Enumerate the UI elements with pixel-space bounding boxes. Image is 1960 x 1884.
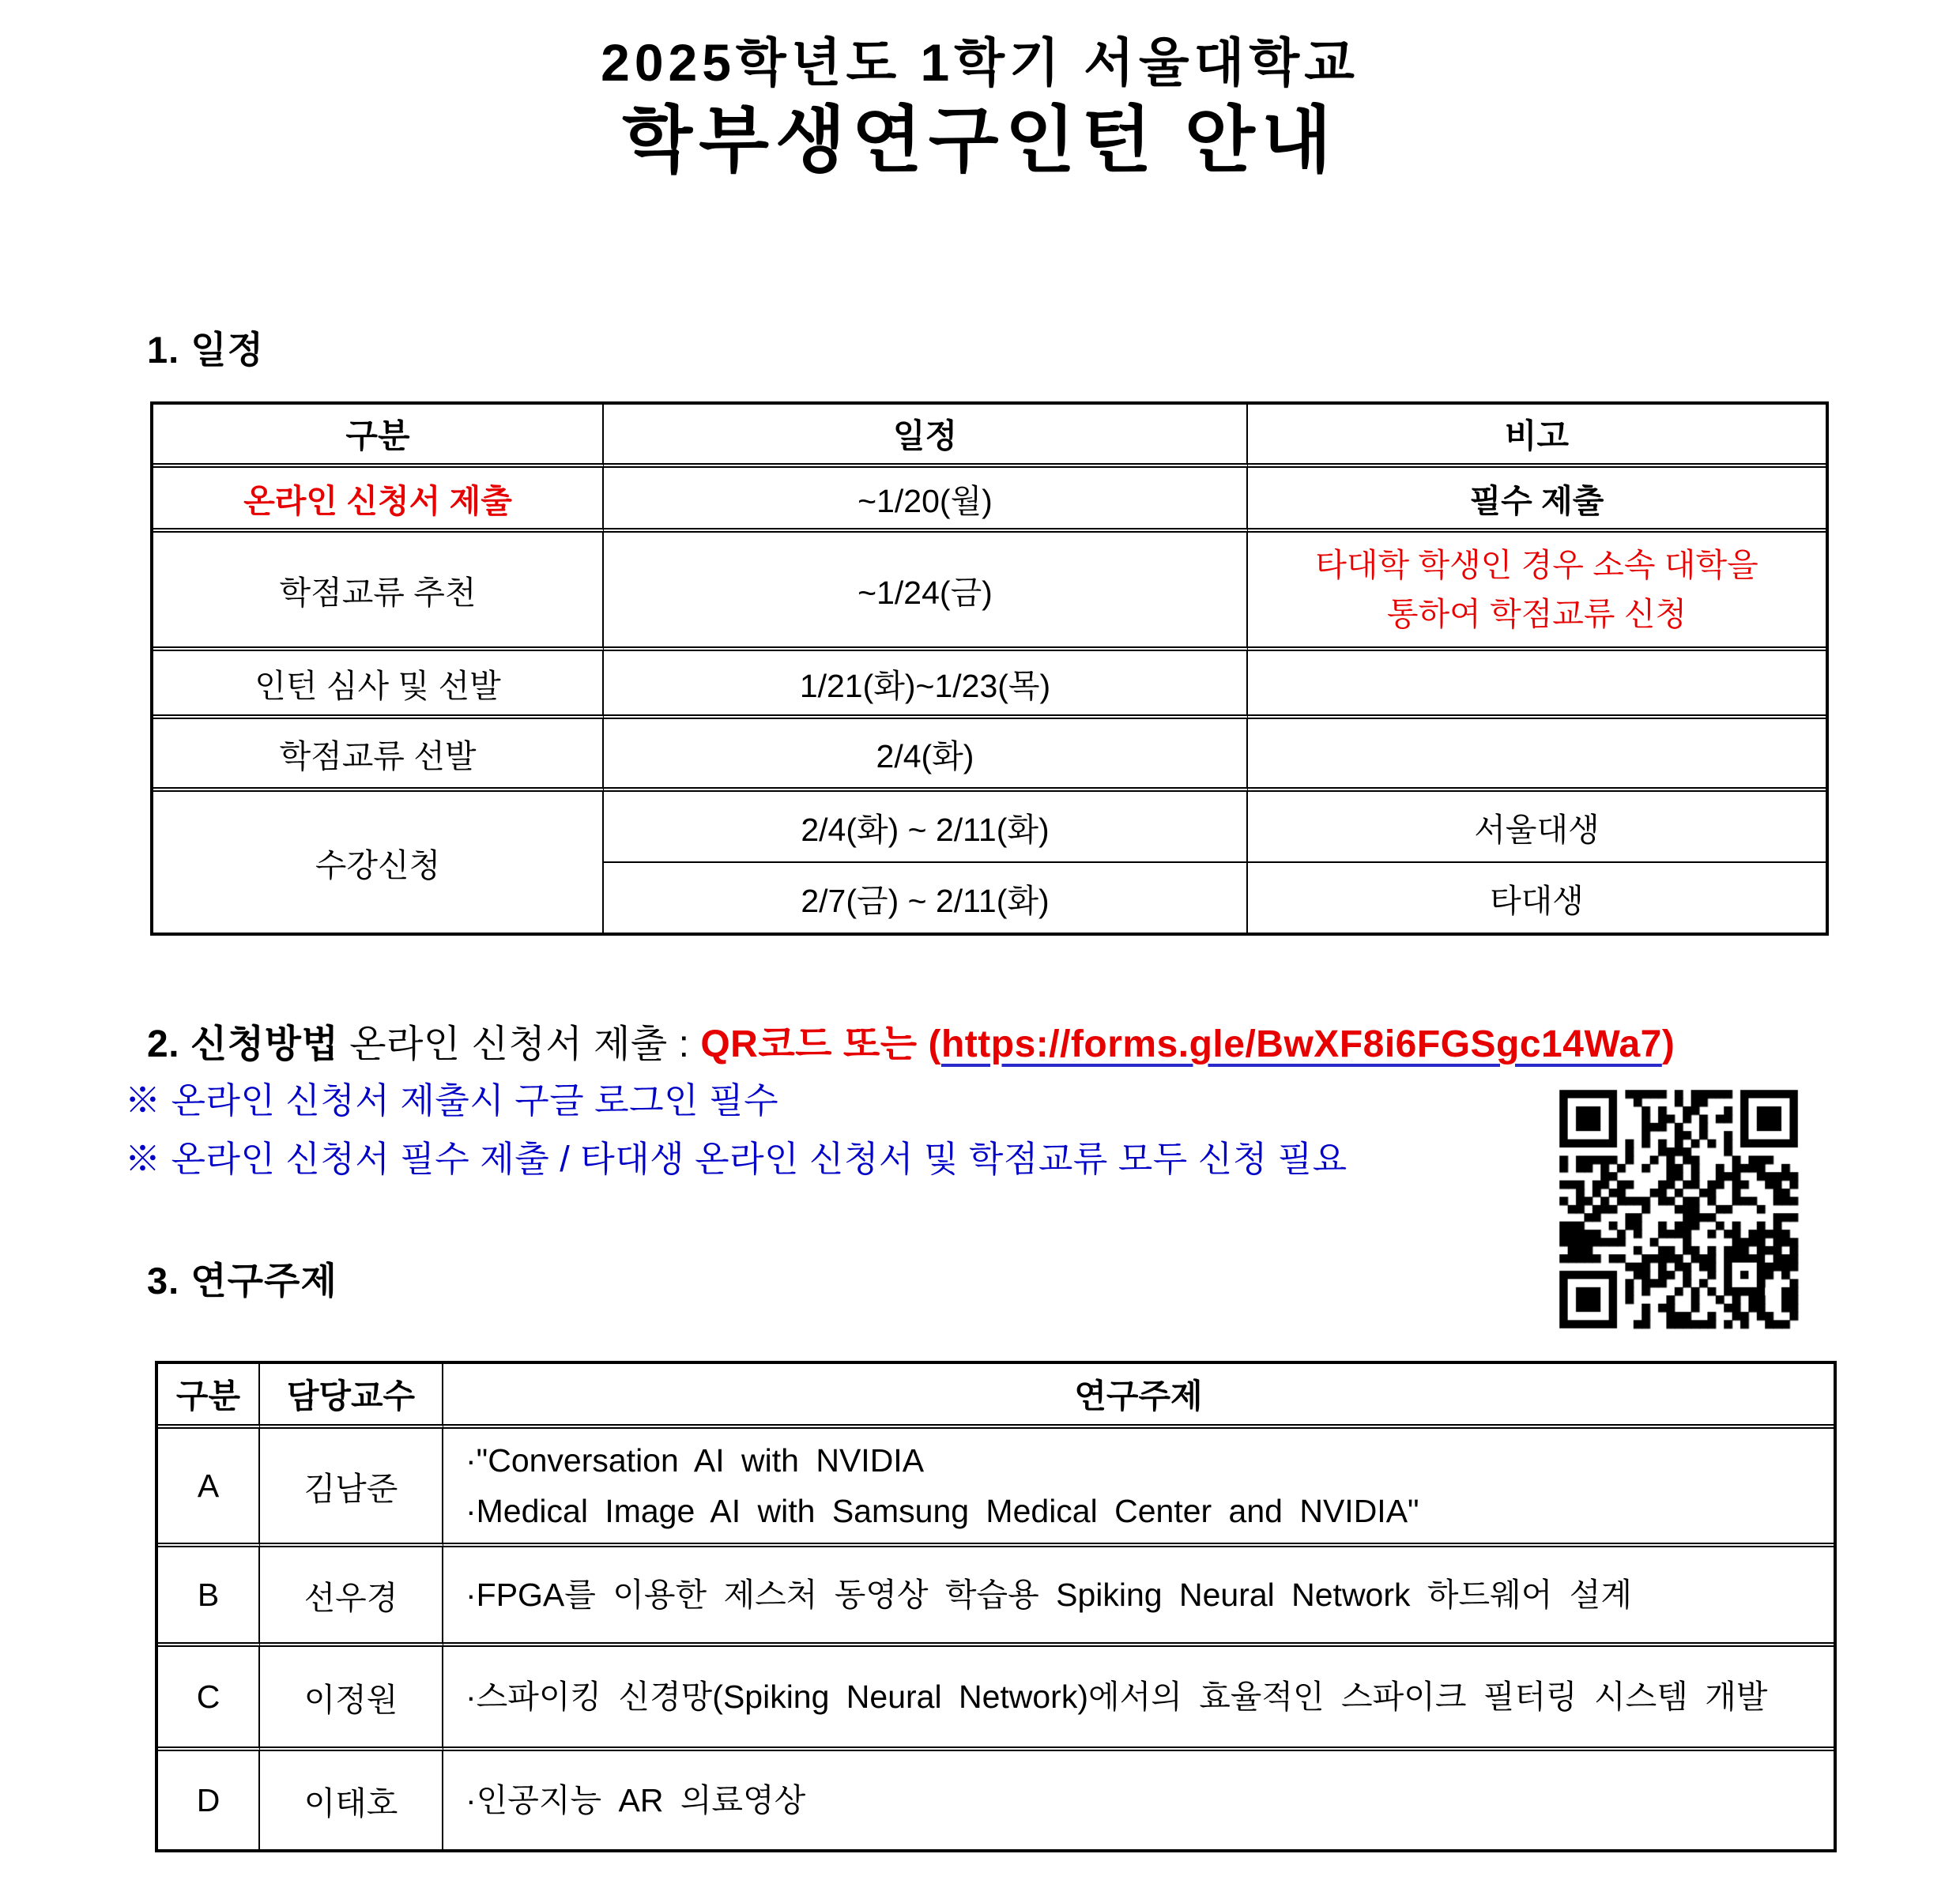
table-row <box>153 468 1826 533</box>
course-registration-cell: 수강신청 <box>153 792 604 933</box>
group-a-cell: A <box>158 1429 260 1547</box>
course-registration-date-snu: 2/4(화) ~ 2/11(화) <box>604 792 1248 863</box>
group-d-cell: D <box>158 1751 260 1849</box>
table-row <box>158 1429 1834 1547</box>
table-row <box>158 1547 1834 1647</box>
topic-line: ·인공지능 AR 의료영상 <box>466 1782 806 1818</box>
table-row <box>153 533 1826 651</box>
topic-a-cell <box>443 1429 1834 1547</box>
qr-or-label: QR코드 또는 <box>700 1023 929 1065</box>
schedule-header-remark: 비고 <box>1248 405 1826 468</box>
credit-exchange-select-remark <box>1248 719 1826 792</box>
course-registration-date-other: 2/7(금) ~ 2/11(화) <box>604 863 1248 933</box>
paren-close: ) <box>1661 1023 1675 1065</box>
topics-header-topic: 연구주제 <box>443 1364 1834 1429</box>
course-registration-remark-other: 타대생 <box>1490 882 1584 919</box>
topic-c-cell <box>443 1647 1834 1751</box>
credit-exchange-select-cell: 학점교류 선발 <box>153 719 604 792</box>
credit-exchange-select-date: 2/4(화) <box>604 719 1248 792</box>
schedule-header-row <box>153 405 1826 468</box>
qr-code <box>1555 1086 1802 1332</box>
section2-heading-line <box>147 1013 1675 1068</box>
professor-d-cell: 이태호 <box>260 1751 443 1849</box>
topics-header-professor: 담당교수 <box>260 1364 443 1429</box>
paren-open: ( <box>928 1023 941 1065</box>
topics-header-row <box>158 1364 1834 1429</box>
topic-b-cell <box>443 1547 1834 1647</box>
credit-exchange-recommend-cell: 학점교류 추천 <box>153 533 604 651</box>
topic-line: ·FPGA를 이용한 제스처 동영상 학습용 Spiking Neural Network 하드웨어 설계 <box>466 1577 1632 1613</box>
table-row <box>158 1647 1834 1751</box>
schedule-table <box>150 401 1829 936</box>
professor-b-cell: 선우경 <box>260 1547 443 1647</box>
remark-line: 타대학 학생인 경우 소속 대학을 <box>1315 547 1758 583</box>
online-application-date: ~1/20(월) <box>604 468 1248 533</box>
credit-exchange-recommend-date: ~1/24(금) <box>604 533 1248 651</box>
online-application-remark: 필수 제출 <box>1248 468 1826 533</box>
note-required-submission: ※ 온라인 신청서 필수 제출 / 타대생 온라인 신청서 및 학점교류 모두 신청 필요 <box>125 1139 1348 1179</box>
table-row <box>153 719 1826 792</box>
intern-review-remark <box>1248 651 1826 719</box>
schedule-header-date: 일정 <box>604 405 1248 468</box>
group-c-cell: C <box>158 1647 260 1751</box>
topic-line: ·스파이킹 신경망(Spiking Neural Network)에서의 효율적인 스파이크 필터링 시스템 개발 <box>466 1679 1768 1715</box>
intern-review-date: 1/21(화)~1/23(목) <box>604 651 1248 719</box>
group-b-cell: B <box>158 1547 260 1647</box>
table-row <box>153 651 1826 719</box>
credit-exchange-recommend-remark <box>1248 533 1826 651</box>
course-registration-remark-snu: 서울대생 <box>1248 792 1826 863</box>
table-row <box>158 1751 1834 1849</box>
topics-header-group: 구분 <box>158 1364 260 1429</box>
document-title-line1: 2025학년도 1학기 서울대학교 <box>601 33 1359 92</box>
note-google-login: ※ 온라인 신청서 제출시 구글 로그인 필수 <box>125 1080 779 1121</box>
document-title-line2: 학부생연구인턴 안내 <box>622 100 1338 181</box>
topic-d-cell <box>443 1751 1834 1849</box>
professor-c-cell: 이정원 <box>260 1647 443 1751</box>
section1-heading: 1. 일정 <box>147 329 265 371</box>
table-row <box>153 792 1826 863</box>
professor-a-cell: 김남준 <box>260 1429 443 1547</box>
schedule-header-category: 구분 <box>153 405 604 468</box>
section2-heading: 2. 신청방법 <box>147 1023 339 1065</box>
topic-line: ·"Conversation AI with NVIDIA <box>466 1442 925 1479</box>
online-application-cell: 온라인 신청서 제출 <box>153 468 604 533</box>
research-topics-table <box>155 1361 1837 1852</box>
form-link[interactable]: https://forms.gle/BwXF8i6FGSgc14Wa7 <box>940 1023 1662 1065</box>
intern-review-cell: 인턴 심사 및 선발 <box>153 651 604 719</box>
section2-text: 온라인 신청서 제출 : <box>338 1023 701 1065</box>
section3-heading: 3. 연구주제 <box>147 1260 337 1302</box>
topic-line: ·Medical Image AI with Samsung Medical Center and NVIDIA" <box>466 1493 1419 1529</box>
remark-line: 통하여 학점교류 신청 <box>1386 596 1687 632</box>
